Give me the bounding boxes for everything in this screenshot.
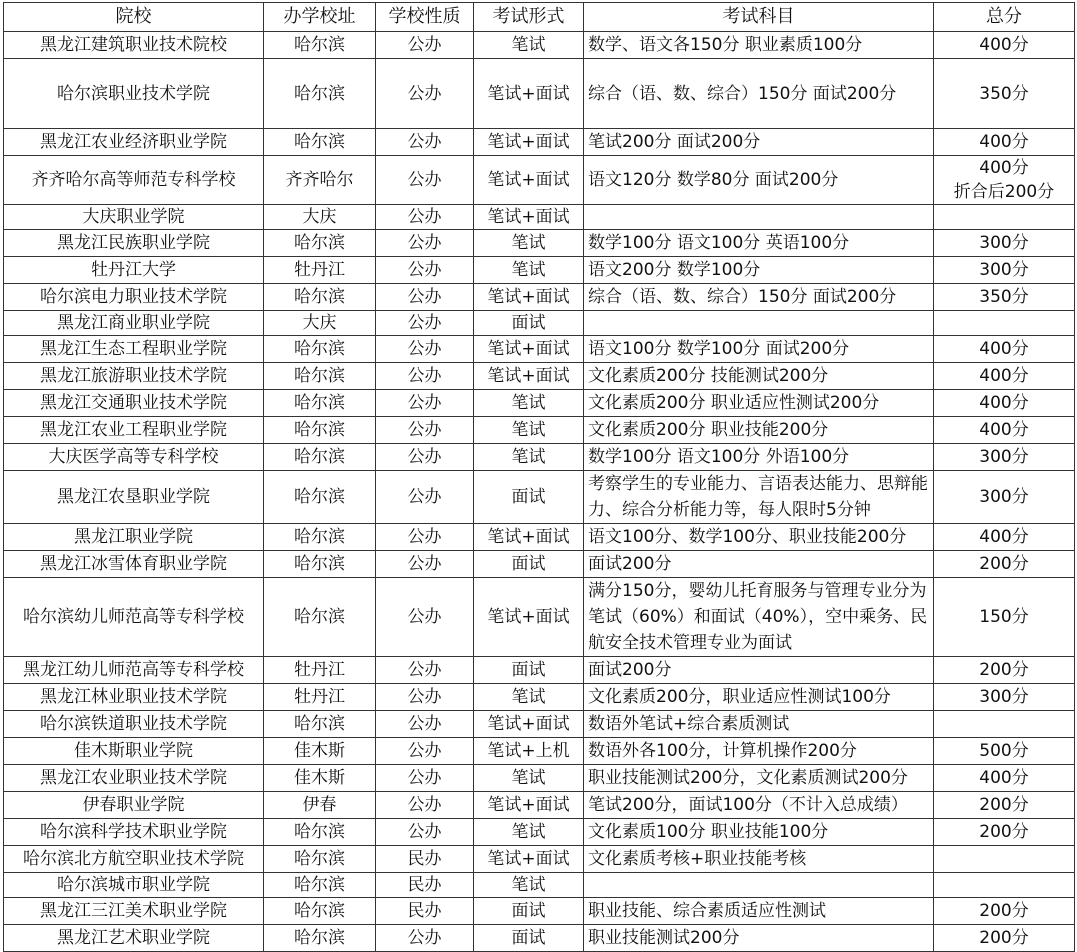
- cell-location: 哈尔滨: [264, 819, 376, 846]
- cell-total: 300分: [934, 444, 1075, 471]
- table-body: [4, 32, 1075, 952]
- cell-exam-form: 笔试: [474, 390, 584, 417]
- cell-school: 哈尔滨职业技术学院: [4, 59, 264, 129]
- cell-school: 黑龙江旅游职业技术学院: [4, 363, 264, 390]
- cell-total: [934, 205, 1075, 230]
- admission-table: [3, 2, 1075, 952]
- cell-school: 牡丹江大学: [4, 257, 264, 284]
- cell-exam-form: 笔试: [474, 684, 584, 711]
- cell-total: 300分: [934, 471, 1075, 524]
- table-row: [4, 230, 1075, 257]
- cell-exam-form: 笔试: [474, 444, 584, 471]
- cell-location: 齐齐哈尔: [264, 156, 376, 205]
- cell-school: 黑龙江农垦职业学院: [4, 471, 264, 524]
- cell-school: 哈尔滨科学技术职业学院: [4, 819, 264, 846]
- cell-school: 黑龙江艺术职业学院: [4, 925, 264, 952]
- cell-nature: 公办: [376, 711, 474, 738]
- table-row: [4, 765, 1075, 792]
- table-row: [4, 284, 1075, 311]
- cell-subjects: 数学、语文各150分 职业素质100分: [584, 32, 934, 59]
- cell-exam-form: 笔试+面试: [474, 711, 584, 738]
- cell-subjects: 文化素质100分 职业技能100分: [584, 819, 934, 846]
- cell-subjects: 职业技能测试200分，文化素质测试200分: [584, 765, 934, 792]
- table-row: [4, 156, 1075, 205]
- table-row: [4, 524, 1075, 551]
- cell-location: 佳木斯: [264, 738, 376, 765]
- cell-school: 黑龙江农业职业技术学院: [4, 765, 264, 792]
- cell-subjects: 笔试200分 面试200分: [584, 129, 934, 156]
- cell-subjects: 语文100分、数学100分、职业技能200分: [584, 524, 934, 551]
- cell-exam-form: 笔试+面试: [474, 792, 584, 819]
- cell-school: 哈尔滨北方航空职业技术学院: [4, 846, 264, 873]
- cell-subjects: 文化素质200分 职业技能200分: [584, 417, 934, 444]
- cell-total: 400分: [934, 32, 1075, 59]
- cell-exam-form: 笔试+上机: [474, 738, 584, 765]
- cell-total: 350分: [934, 284, 1075, 311]
- cell-location: 哈尔滨: [264, 444, 376, 471]
- cell-nature: 公办: [376, 156, 474, 205]
- cell-school: 大庆职业学院: [4, 205, 264, 230]
- table-row: [4, 551, 1075, 578]
- cell-subjects: 综合（语、数、综合）150分 面试200分: [584, 59, 934, 129]
- cell-exam-form: 笔试: [474, 765, 584, 792]
- cell-total: 350分: [934, 59, 1075, 129]
- cell-nature: 公办: [376, 336, 474, 363]
- cell-location: 哈尔滨: [264, 471, 376, 524]
- cell-nature: 民办: [376, 846, 474, 873]
- table-row: [4, 819, 1075, 846]
- cell-location: 哈尔滨: [264, 390, 376, 417]
- cell-subjects: 职业技能、综合素质适应性测试: [584, 898, 934, 925]
- cell-school: 哈尔滨铁道职业技术学院: [4, 711, 264, 738]
- cell-nature: 公办: [376, 551, 474, 578]
- cell-location: 牡丹江: [264, 684, 376, 711]
- cell-school: 黑龙江商业职业学院: [4, 311, 264, 336]
- cell-total: 200分: [934, 792, 1075, 819]
- cell-nature: 公办: [376, 363, 474, 390]
- header-subjects: 考试科目: [584, 3, 934, 32]
- cell-subjects: [584, 205, 934, 230]
- cell-subjects: 面试200分: [584, 551, 934, 578]
- cell-exam-form: 笔试+面试: [474, 284, 584, 311]
- cell-subjects: 文化素质200分，职业适应性测试100分: [584, 684, 934, 711]
- header-row: [4, 3, 1075, 32]
- cell-exam-form: 笔试: [474, 230, 584, 257]
- cell-exam-form: 笔试+面试: [474, 205, 584, 230]
- cell-school: 齐齐哈尔高等师范专科学校: [4, 156, 264, 205]
- cell-total: 300分: [934, 684, 1075, 711]
- cell-location: 大庆: [264, 311, 376, 336]
- cell-subjects: 数语外笔试+综合素质测试: [584, 711, 934, 738]
- cell-school: 哈尔滨幼儿师范高等专科学校: [4, 578, 264, 657]
- cell-nature: 公办: [376, 417, 474, 444]
- table-row: [4, 363, 1075, 390]
- cell-total: [934, 846, 1075, 873]
- cell-nature: 民办: [376, 898, 474, 925]
- cell-nature: 公办: [376, 59, 474, 129]
- cell-nature: 公办: [376, 390, 474, 417]
- cell-school: 佳木斯职业学院: [4, 738, 264, 765]
- cell-school: 黑龙江生态工程职业学院: [4, 336, 264, 363]
- cell-school: 伊春职业学院: [4, 792, 264, 819]
- cell-total: 400分 折合后200分: [934, 156, 1075, 205]
- cell-nature: 公办: [376, 32, 474, 59]
- cell-nature: 公办: [376, 657, 474, 684]
- table-row: [4, 684, 1075, 711]
- cell-school: 哈尔滨城市职业学院: [4, 873, 264, 898]
- cell-subjects: [584, 311, 934, 336]
- cell-exam-form: 笔试+面试: [474, 846, 584, 873]
- cell-school: 黑龙江建筑职业技术院校: [4, 32, 264, 59]
- cell-location: 佳木斯: [264, 765, 376, 792]
- cell-nature: 公办: [376, 205, 474, 230]
- cell-location: 哈尔滨: [264, 129, 376, 156]
- cell-total: 500分: [934, 738, 1075, 765]
- table-row: [4, 59, 1075, 129]
- header-exam-form: 考试形式: [474, 3, 584, 32]
- cell-exam-form: 面试: [474, 311, 584, 336]
- cell-location: 哈尔滨: [264, 551, 376, 578]
- table-row: [4, 578, 1075, 657]
- cell-total: 150分: [934, 578, 1075, 657]
- cell-subjects: 综合（语、数、综合）150分 面试200分: [584, 284, 934, 311]
- cell-subjects: 语文120分 数学80分 面试200分: [584, 156, 934, 205]
- cell-total: [934, 311, 1075, 336]
- cell-school: 哈尔滨电力职业技术学院: [4, 284, 264, 311]
- cell-school: 黑龙江农业工程职业学院: [4, 417, 264, 444]
- cell-total: 400分: [934, 524, 1075, 551]
- cell-exam-form: 笔试+面试: [474, 59, 584, 129]
- cell-location: 哈尔滨: [264, 925, 376, 952]
- cell-location: 哈尔滨: [264, 898, 376, 925]
- cell-subjects: 笔试200分，面试100分（不计入总成绩）: [584, 792, 934, 819]
- cell-location: 哈尔滨: [264, 336, 376, 363]
- cell-school: 黑龙江职业学院: [4, 524, 264, 551]
- cell-nature: 公办: [376, 129, 474, 156]
- header-nature: 学校性质: [376, 3, 474, 32]
- header-location: 办学校址: [264, 3, 376, 32]
- header-total: 总分: [934, 3, 1075, 32]
- table-row: [4, 311, 1075, 336]
- cell-nature: 公办: [376, 925, 474, 952]
- cell-total: 200分: [934, 925, 1075, 952]
- cell-total: 200分: [934, 898, 1075, 925]
- cell-total: 200分: [934, 657, 1075, 684]
- cell-nature: 公办: [376, 819, 474, 846]
- table-row: [4, 873, 1075, 898]
- cell-total: 300分: [934, 257, 1075, 284]
- cell-location: 牡丹江: [264, 657, 376, 684]
- cell-nature: 公办: [376, 765, 474, 792]
- cell-exam-form: 笔试+面试: [474, 129, 584, 156]
- table-row: [4, 205, 1075, 230]
- cell-location: 哈尔滨: [264, 417, 376, 444]
- cell-exam-form: 面试: [474, 657, 584, 684]
- header-school: 院校: [4, 3, 264, 32]
- cell-nature: 公办: [376, 230, 474, 257]
- cell-subjects: 职业技能测试200分: [584, 925, 934, 952]
- cell-location: 牡丹江: [264, 257, 376, 284]
- cell-subjects: 文化素质200分 技能测试200分: [584, 363, 934, 390]
- cell-nature: 公办: [376, 444, 474, 471]
- cell-location: 伊春: [264, 792, 376, 819]
- cell-school: 黑龙江冰雪体育职业学院: [4, 551, 264, 578]
- cell-location: 哈尔滨: [264, 363, 376, 390]
- cell-exam-form: 笔试+面试: [474, 363, 584, 390]
- cell-school: 黑龙江农业经济职业学院: [4, 129, 264, 156]
- cell-nature: 民办: [376, 873, 474, 898]
- cell-exam-form: 面试: [474, 925, 584, 952]
- cell-school: 大庆医学高等专科学校: [4, 444, 264, 471]
- cell-exam-form: 面试: [474, 898, 584, 925]
- cell-location: 大庆: [264, 205, 376, 230]
- cell-total: [934, 711, 1075, 738]
- table-row: [4, 925, 1075, 952]
- table-row: [4, 711, 1075, 738]
- cell-exam-form: 笔试+面试: [474, 578, 584, 657]
- cell-nature: 公办: [376, 257, 474, 284]
- cell-total: 400分: [934, 765, 1075, 792]
- cell-subjects: 数学100分 语文100分 英语100分: [584, 230, 934, 257]
- table-row: [4, 32, 1075, 59]
- cell-subjects: 满分150分，婴幼儿托育服务与管理专业分为笔试（60%）和面试（40%），空中乘务、民航安全技术管理专业为面试: [584, 578, 934, 657]
- cell-nature: 公办: [376, 471, 474, 524]
- cell-subjects: 数学100分 语文100分 外语100分: [584, 444, 934, 471]
- cell-school: 黑龙江幼儿师范高等专科学校: [4, 657, 264, 684]
- cell-total: 200分: [934, 551, 1075, 578]
- cell-exam-form: 笔试: [474, 819, 584, 846]
- cell-location: 哈尔滨: [264, 32, 376, 59]
- cell-exam-form: 笔试: [474, 417, 584, 444]
- cell-location: 哈尔滨: [264, 578, 376, 657]
- table-row: [4, 738, 1075, 765]
- cell-exam-form: 笔试: [474, 257, 584, 284]
- cell-location: 哈尔滨: [264, 59, 376, 129]
- table-row: [4, 471, 1075, 524]
- cell-total: 400分: [934, 363, 1075, 390]
- cell-location: 哈尔滨: [264, 873, 376, 898]
- cell-subjects: 面试200分: [584, 657, 934, 684]
- cell-exam-form: 笔试: [474, 32, 584, 59]
- table-row: [4, 336, 1075, 363]
- cell-total: 200分: [934, 819, 1075, 846]
- cell-exam-form: 笔试+面试: [474, 524, 584, 551]
- cell-nature: 公办: [376, 311, 474, 336]
- table-row: [4, 846, 1075, 873]
- cell-school: 黑龙江交通职业技术学院: [4, 390, 264, 417]
- cell-location: 哈尔滨: [264, 284, 376, 311]
- cell-exam-form: 面试: [474, 471, 584, 524]
- table-row: [4, 129, 1075, 156]
- table-row: [4, 657, 1075, 684]
- table-row: [4, 444, 1075, 471]
- table-row: [4, 257, 1075, 284]
- cell-total: 400分: [934, 390, 1075, 417]
- cell-subjects: 语文200分 数学100分: [584, 257, 934, 284]
- cell-school: 黑龙江民族职业学院: [4, 230, 264, 257]
- cell-nature: 公办: [376, 792, 474, 819]
- cell-subjects: 考察学生的专业能力、言语表达能力、思辩能力、综合分析能力等，每人限时5分钟: [584, 471, 934, 524]
- cell-exam-form: 笔试+面试: [474, 336, 584, 363]
- cell-total: 400分: [934, 417, 1075, 444]
- cell-location: 哈尔滨: [264, 846, 376, 873]
- cell-exam-form: 面试: [474, 551, 584, 578]
- cell-nature: 公办: [376, 578, 474, 657]
- table-row: [4, 417, 1075, 444]
- cell-total: [934, 873, 1075, 898]
- cell-exam-form: 笔试+面试: [474, 156, 584, 205]
- cell-exam-form: 笔试: [474, 873, 584, 898]
- table-row: [4, 898, 1075, 925]
- cell-total: 400分: [934, 336, 1075, 363]
- cell-location: 哈尔滨: [264, 711, 376, 738]
- cell-total: 400分: [934, 129, 1075, 156]
- cell-subjects: [584, 873, 934, 898]
- cell-total: 300分: [934, 230, 1075, 257]
- table-row: [4, 390, 1075, 417]
- cell-location: 哈尔滨: [264, 524, 376, 551]
- cell-subjects: 文化素质200分 职业适应性测试200分: [584, 390, 934, 417]
- cell-nature: 公办: [376, 738, 474, 765]
- table-row: [4, 792, 1075, 819]
- cell-subjects: 数语外各100分，计算机操作200分: [584, 738, 934, 765]
- cell-subjects: 语文100分 数学100分 面试200分: [584, 336, 934, 363]
- cell-subjects: 文化素质考核+职业技能考核: [584, 846, 934, 873]
- cell-nature: 公办: [376, 284, 474, 311]
- cell-nature: 公办: [376, 684, 474, 711]
- cell-school: 黑龙江林业职业技术学院: [4, 684, 264, 711]
- cell-location: 哈尔滨: [264, 230, 376, 257]
- cell-school: 黑龙江三江美术职业学院: [4, 898, 264, 925]
- cell-nature: 公办: [376, 524, 474, 551]
